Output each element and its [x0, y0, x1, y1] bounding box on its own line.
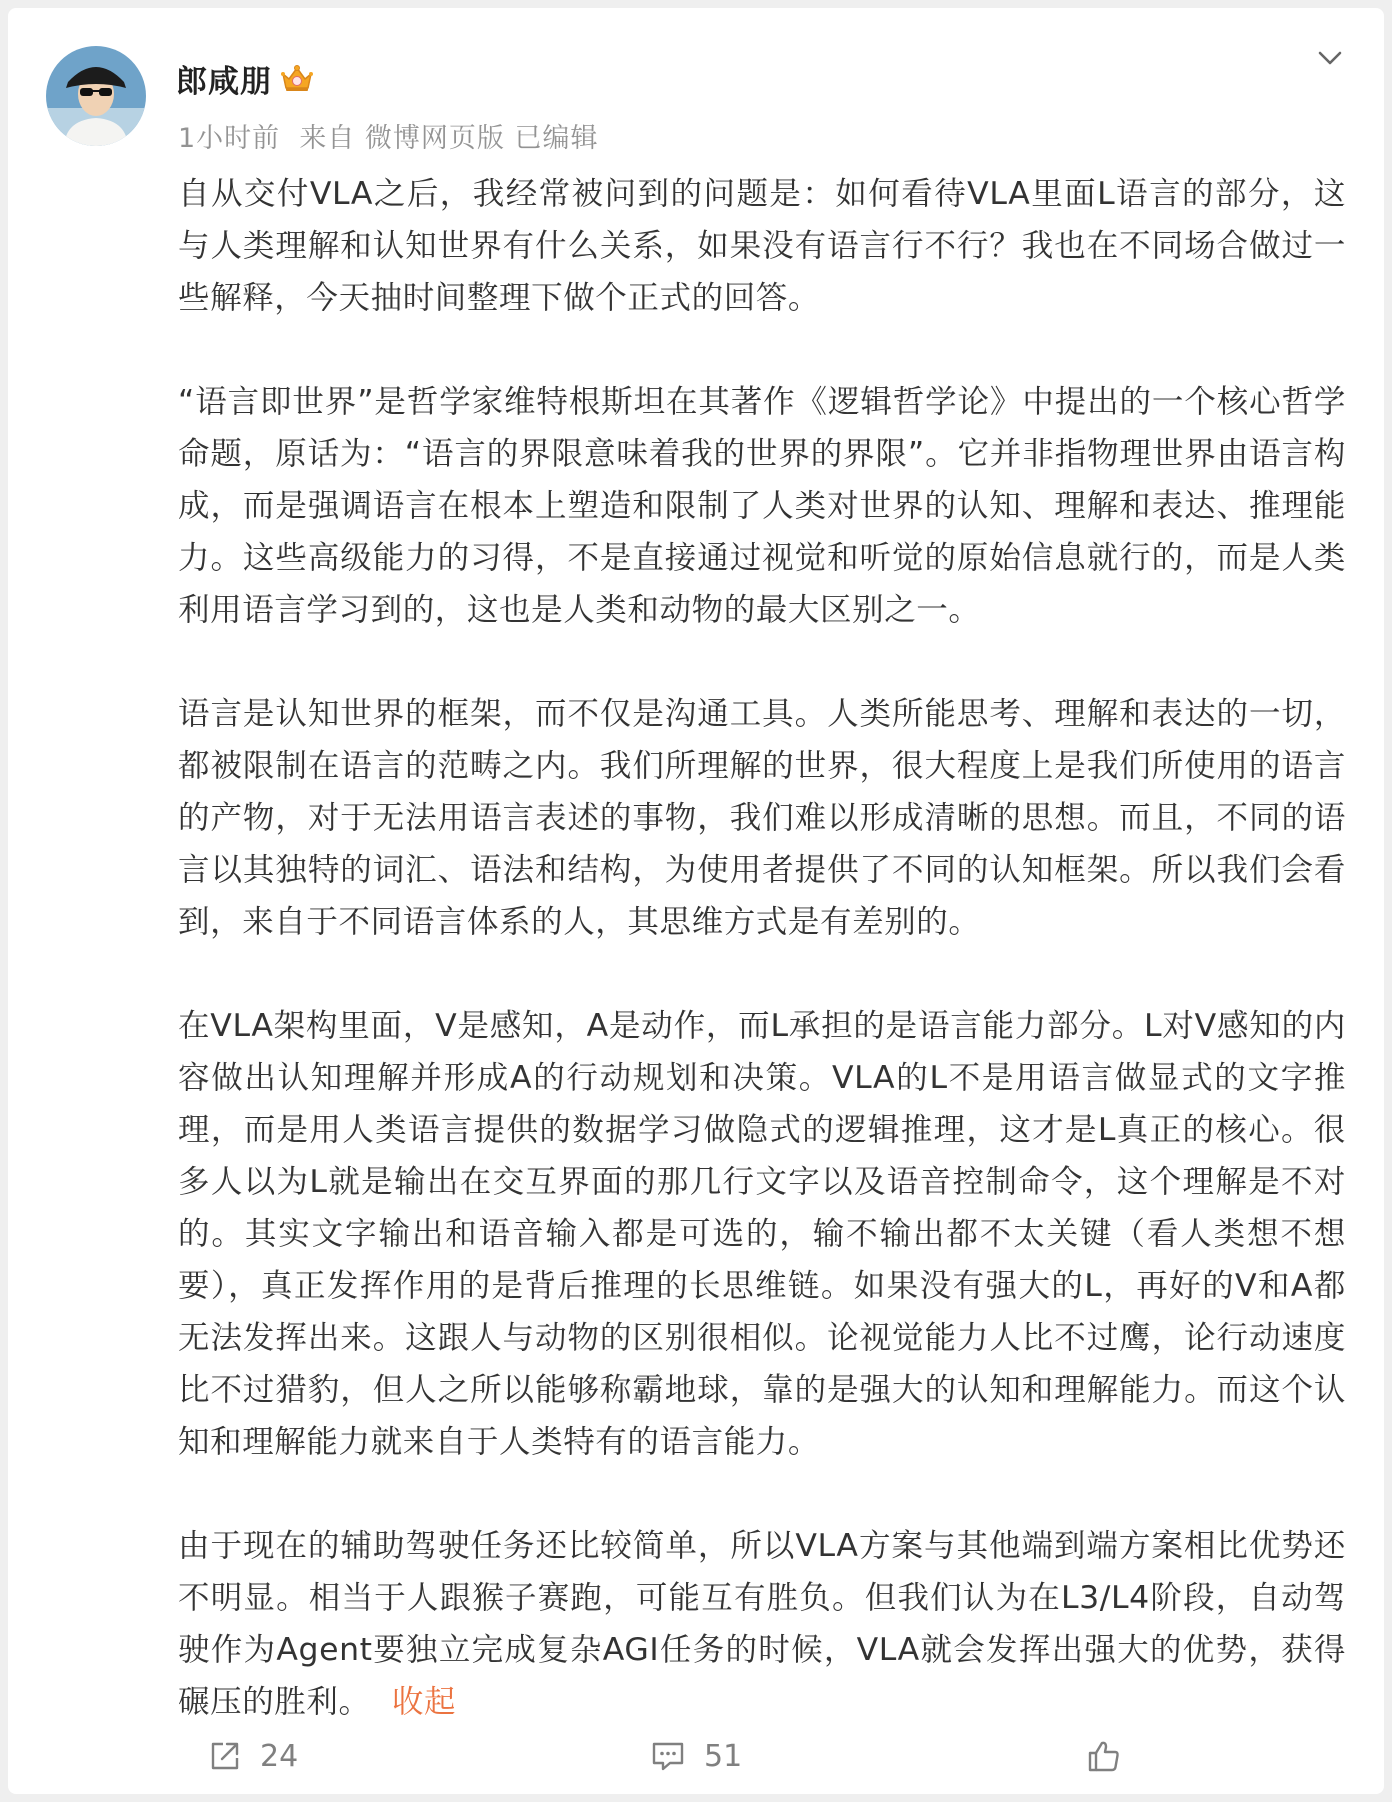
action-bar: [8, 1728, 1384, 1784]
like-button[interactable]: [1086, 1728, 1140, 1784]
share-button[interactable]: [208, 1728, 298, 1784]
comment-icon: [650, 1739, 686, 1773]
paragraph: 自从交付VLA之后，我经常被问到的问题是：如何看待VLA里面L语言的部分，这与人类理解和认知世界有什么关系，如果没有语言行不行？我也在不同场合做过一些解释，今天抽时间整理下做个正式的回答。: [178, 176, 1346, 316]
chevron-down-icon[interactable]: [1312, 42, 1348, 74]
author-name[interactable]: 郎咸朋: [176, 63, 272, 100]
post-meta: 1小时前 来自 微博网页版 已编辑: [178, 123, 599, 154]
post-card: [8, 8, 1384, 1794]
vip-crown-icon: [280, 63, 314, 93]
paragraph-text: 由于现在的辅助驾驶任务还比较简单，所以VLA方案与其他端到端方案相比优势还不明显。相当于人跟猴子赛跑，可能互有胜负。但我们认为在L3/L4阶段，自动驾驶作为Agent要独立完成复杂AGI任务的时候，VLA就会发挥出强大的优势，获得碾压的胜利。: [178, 1528, 1346, 1720]
comment-button[interactable]: [650, 1728, 742, 1784]
post-body: [178, 168, 1346, 1728]
collapse-link[interactable]: 收起: [391, 1684, 457, 1720]
avatar[interactable]: [46, 46, 146, 146]
author-line: [176, 58, 314, 98]
paragraph: 语言是认知世界的框架，而不仅是沟通工具。人类所能思考、理解和表达的一切，都被限制在语言的范畴之内。我们所理解的世界，很大程度上是我们所使用的语言的产物，对于无法用语言表述的事物，我们难以形成清晰的思想。而且，不同的语言以其独特的词汇、语法和结构，为使用者提供了不同的认知框架。所以我们会看到，来自于不同语言体系的人，其思维方式是有差别的。: [178, 696, 1346, 940]
comment-count: 51: [704, 1738, 743, 1774]
thumbs-up-icon: [1086, 1738, 1122, 1774]
share-count: 24: [260, 1738, 299, 1774]
paragraph: 在VLA架构里面，V是感知，A是动作，而L承担的是语言能力部分。L对V感知的内容做出认知理解并形成A的行动规划和决策。VLA的L不是用语言做显式的文字推理，而是用人类语言提供的数据学习做隐式的逻辑推理，这才是L真正的核心。很多人以为L就是输出在交互界面的那几行文字以及语音控制命令，这个理解是不对的。其实文字输出和语音输入都是可选的，输不输出都不太关键（看人类想不想要），真正发挥作用的是背后推理的长思维链。如果没有强大的L，再好的V和A都无法发挥出来。这跟人与动物的区别很相似。论视觉能力人比不过鹰，论行动速度比不过猎豹，但人之所以能够称霸地球，靠的是强大的认知和理解能力。而这个认知和理解能力就来自于人类特有的语言能力。: [178, 1008, 1346, 1460]
share-icon: [208, 1739, 242, 1773]
paragraph: “语言即世界”是哲学家维特根斯坦在其著作《逻辑哲学论》中提出的一个核心哲学命题，原话为：“语言的界限意味着我的世界的界限”。它并非指物理世界由语言构成，而是强调语言在根本上塑造和限制了人类对世界的认知、理解和表达、推理能力。这些高级能力的习得，不是直接通过视觉和听觉的原始信息就行的，而是人类利用语言学习到的，这也是人类和动物的最大区别之一。: [178, 384, 1346, 628]
paragraph-last: [178, 1520, 1346, 1728]
